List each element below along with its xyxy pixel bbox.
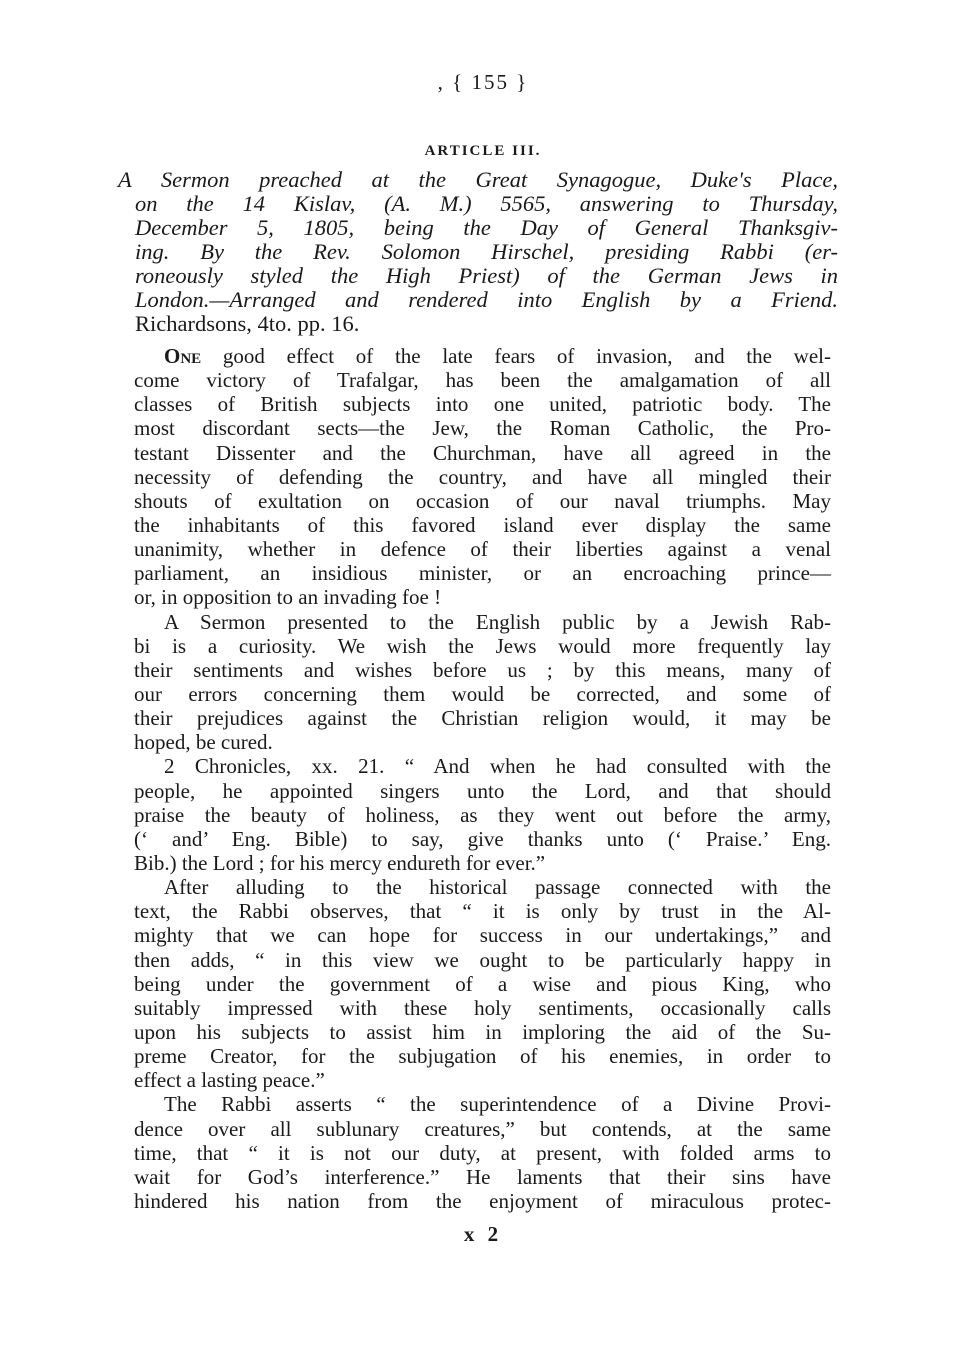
citation-line: A Sermon preached at the Great Synagogue, Duke's Place, <box>118 167 838 192</box>
paragraph-line: A Sermon presented to the English public by a Jewish Rab- <box>164 609 831 634</box>
line-text: good effect of the late fears of invasion, and the wel- <box>201 344 831 368</box>
paragraph-line: wait for God’s interference.” He laments that their sins have <box>134 1164 831 1189</box>
paragraph-line: being under the government of a wise and pious King, who <box>134 971 831 996</box>
article-heading: ARTICLE III. <box>424 143 542 159</box>
citation-line: December 5, 1805, being the Day of General Thanksgiv- <box>135 215 838 240</box>
paragraph-line: preme Creator, for the subjugation of his enemies, in order to <box>134 1044 831 1069</box>
drop-small-caps: One <box>164 344 202 368</box>
paragraph-line: testant Dissenter and the Churchman, have all agreed in the <box>134 440 831 465</box>
citation-block <box>118 168 838 336</box>
paragraph-line: shouts of exultation on occasion of our naval triumphs. May <box>134 488 831 513</box>
paragraph-line: our errors concerning them would be corrected, and some of <box>134 681 831 706</box>
citation-line: roneously styled the High Priest) of the German Jews in <box>135 263 838 288</box>
article-body <box>134 344 831 1213</box>
citation-publisher: Richardsons, 4to. pp. 16. <box>135 311 360 336</box>
paragraph-line: most discordant sects—the Jew, the Roman Catholic, the Pro- <box>134 416 831 441</box>
citation-line: ing. By the Rev. Solomon Hirschel, presiding Rabbi (er- <box>135 239 838 264</box>
paragraph-line: unanimity, whether in defence of their liberties against a venal <box>134 537 831 562</box>
paragraph-line: text, the Rabbi observes, that “ it is only by trust in the Al- <box>134 899 831 924</box>
paragraph-line: mighty that we can hope for success in our undertakings,” and <box>134 923 831 948</box>
citation-line: on the 14 Kislav, (A. M.) 5565, answering to Thursday, <box>135 191 838 216</box>
paragraph-line: upon his subjects to assist him in imploring the aid of the Su- <box>134 1019 831 1044</box>
paragraph-line: bi is a curiosity. We wish the Jews would more frequently lay <box>134 633 831 658</box>
page-number: , { 155 } <box>437 70 529 94</box>
paragraph-line: 2 Chronicles, xx. 21. “ And when he had consulted with the <box>164 754 831 779</box>
paragraph-line: come victory of Trafalgar, has been the amalgamation of all <box>134 368 831 393</box>
paragraph-line <box>134 344 831 368</box>
paragraph-line: (‘ and’ Eng. Bible) to say, give thanks unto (‘ Praise.’ Eng. <box>134 826 831 851</box>
paragraph-line: suitably impressed with these holy sentiments, occasionally calls <box>134 995 831 1020</box>
citation-line: London.—Arranged and rendered into English by a Friend. <box>135 287 838 312</box>
paragraph-line: hindered his nation from the enjoyment of miraculous protec- <box>134 1188 831 1213</box>
paragraph-line: Bib.) the Lord ; for his mercy endureth for ever.” <box>134 850 546 875</box>
paragraph-line: their prejudices against the Christian religion would, it may be <box>134 706 831 731</box>
paragraph-line: parliament, an insidious minister, or an encroaching prince— <box>134 561 831 586</box>
paragraph-line: classes of British subjects into one united, patriotic body. The <box>134 392 831 417</box>
paragraph-line: their sentiments and wishes before us ; by this means, many of <box>134 657 831 682</box>
paragraph-line: effect a lasting peace.” <box>134 1068 325 1093</box>
signature-mark: x 2 <box>463 1222 503 1246</box>
paragraph-line: The Rabbi asserts “ the superintendence of a Divine Provi- <box>164 1092 831 1117</box>
paragraph-line: dence over all sublunary creatures,” but contends, at the same <box>134 1116 831 1141</box>
paragraph-line: After alluding to the historical passage connected with the <box>164 875 831 900</box>
paragraph-line: praise the beauty of holiness, as they went out before the army, <box>134 802 831 827</box>
paragraph-line: hoped, be cured. <box>134 730 273 755</box>
paragraph-line: the inhabitants of this favored island ever display the same <box>134 512 831 537</box>
paragraph-line: then adds, “ in this view we ought to be particularly happy in <box>134 947 831 972</box>
paragraph-line: or, in opposition to an invading foe ! <box>134 585 442 610</box>
paragraph-line: necessity of defending the country, and have all mingled their <box>134 464 831 489</box>
paragraph-line: time, that “ it is not our duty, at present, with folded arms to <box>134 1140 831 1165</box>
paragraph-line: people, he appointed singers unto the Lord, and that should <box>134 778 831 803</box>
